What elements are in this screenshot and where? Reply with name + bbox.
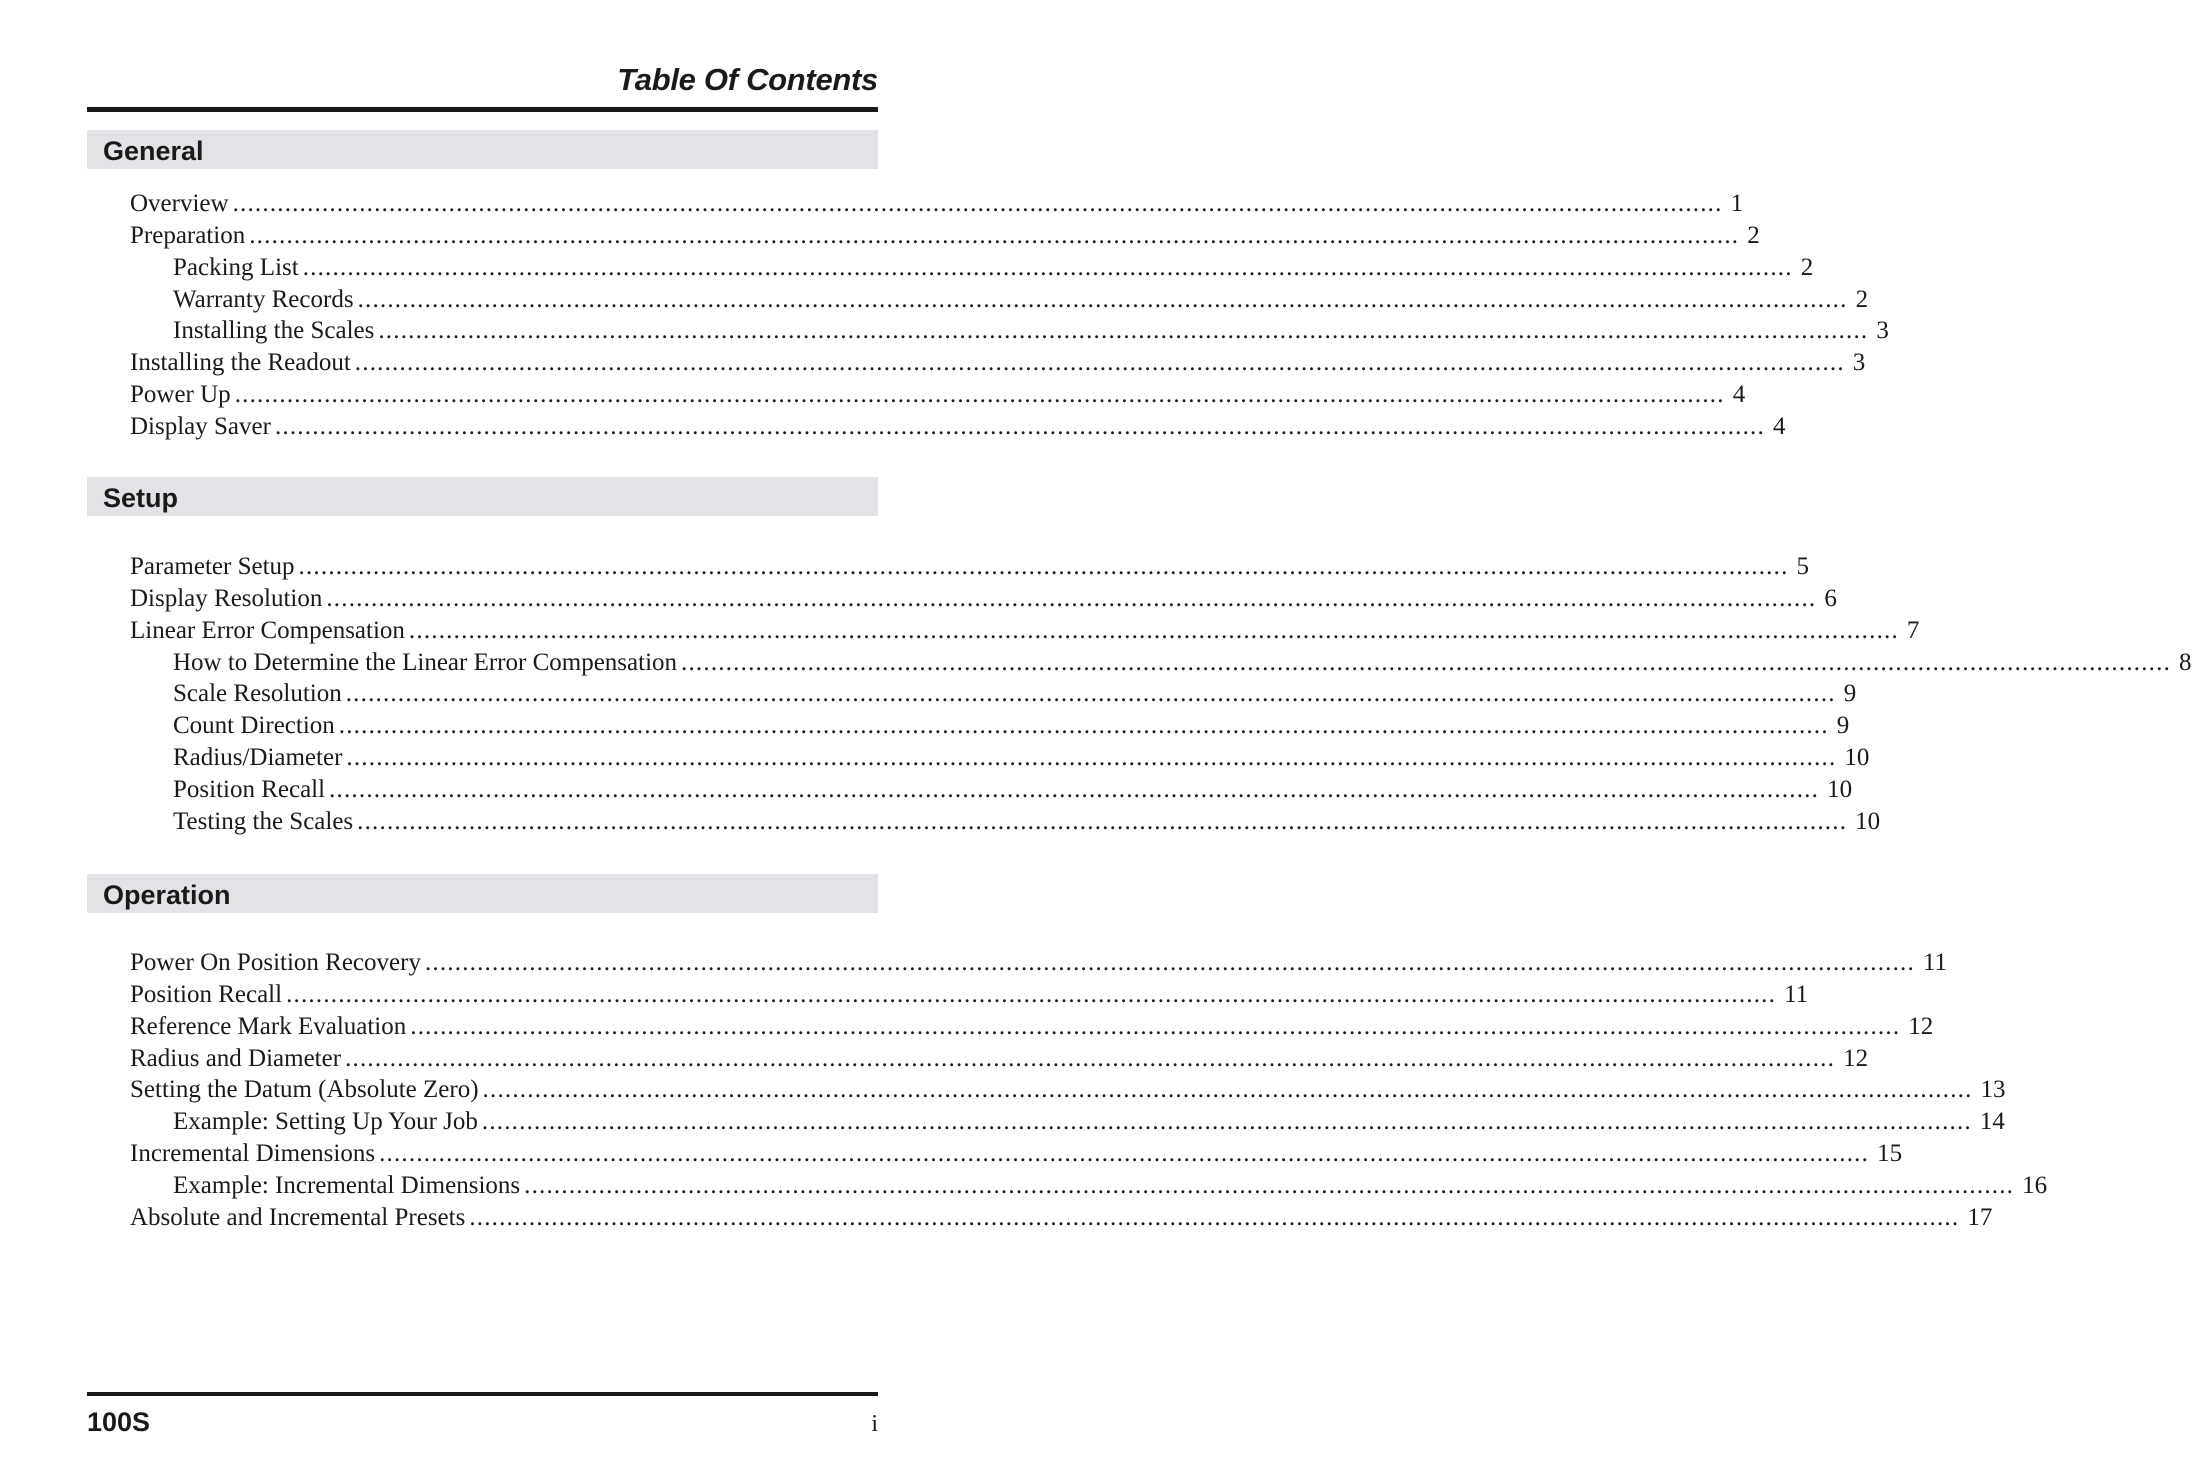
toc-entry-page-number: 3 xyxy=(1852,349,1866,377)
footer-rule xyxy=(87,1392,878,1396)
toc-entry xyxy=(130,252,1814,284)
toc-entry-label: Linear Error Compensation xyxy=(130,616,405,644)
toc-entry-label: Radius and Diameter xyxy=(130,1044,342,1072)
toc-entry xyxy=(130,583,1837,615)
dot-leader: ........................................................................................................................................................................................................ xyxy=(302,253,1793,281)
toc-entry-label: Power Up xyxy=(130,381,231,409)
toc-entry-page-number: 12 xyxy=(1843,1044,1869,1072)
dot-leader: ........................................................................................................................................................................................................ xyxy=(410,1012,1901,1040)
toc-entry xyxy=(130,647,2192,679)
toc-entry-page-number: 2 xyxy=(1855,285,1869,313)
toc-entry-label: Absolute and Incremental Presets xyxy=(130,1203,466,1231)
toc-entry-page-number: 9 xyxy=(1843,680,1857,708)
toc-entry-label: Parameter Setup xyxy=(130,553,295,580)
toc-entry xyxy=(130,615,1920,647)
toc-entry-page-number: 3 xyxy=(1876,317,1889,345)
toc-entry-page-number: 10 xyxy=(1827,775,1853,803)
dot-leader: ........................................................................................................................................................................................................ xyxy=(338,712,1829,740)
toc-entry-label: Power On Position Recovery xyxy=(130,949,421,976)
toc-entry-page-number: 16 xyxy=(2022,1171,2048,1199)
toc-entry xyxy=(130,551,1810,583)
toc-entry xyxy=(130,1138,1903,1170)
toc-entry xyxy=(130,379,1746,411)
toc-entry-page-number: 17 xyxy=(1967,1203,1993,1231)
toc-entry xyxy=(130,188,1744,220)
toc-entry-page-number: 12 xyxy=(1908,1012,1934,1040)
toc-list-setup xyxy=(130,551,2192,838)
toc-entry-label: Reference Mark Evaluation xyxy=(130,1012,407,1040)
toc-entry xyxy=(130,1106,2005,1138)
toc-entry-page-number: 11 xyxy=(1784,980,1809,1008)
toc-entry-label: How to Determine the Linear Error Compensation xyxy=(173,648,678,676)
footer-page-number: i xyxy=(871,1411,878,1437)
toc-entry xyxy=(130,284,1869,316)
toc-entry-page-number: 10 xyxy=(1855,807,1881,835)
dot-leader: ........................................................................................................................................................................................................ xyxy=(469,1203,1960,1231)
dot-leader: ........................................................................................................................................................................................................ xyxy=(345,1044,1836,1072)
toc-entry xyxy=(130,742,1870,774)
toc-entry-label: Position Recall xyxy=(173,775,326,803)
toc-entry-label: Display Resolution xyxy=(130,584,323,612)
dot-leader: ........................................................................................................................................................................................................ xyxy=(274,412,1765,440)
toc-entry xyxy=(130,979,1809,1011)
dot-leader: ........................................................................................................................................................................................................ xyxy=(354,349,1845,377)
dot-leader: ........................................................................................................................................................................................................ xyxy=(232,190,1723,217)
toc-list-operation xyxy=(130,947,2048,1234)
toc-entry-label: Scale Resolution xyxy=(173,680,342,708)
toc-entry-label: Count Direction xyxy=(173,712,335,740)
dot-leader: ........................................................................................................................................................................................................ xyxy=(357,807,1848,835)
toc-entry xyxy=(130,806,1881,838)
toc-entry-label: Preparation xyxy=(130,221,246,249)
toc-entry-page-number: 13 xyxy=(1980,1076,2006,1104)
toc-entry-label: Display Saver xyxy=(130,412,271,440)
toc-entry-page-number: 8 xyxy=(2179,648,2192,676)
toc-entry-page-number: 4 xyxy=(1772,412,1786,440)
dot-leader: ........................................................................................................................................................................................................ xyxy=(681,648,2172,676)
toc-entry xyxy=(130,1074,2006,1106)
dot-leader: ........................................................................................................................................................................................................ xyxy=(481,1108,1972,1136)
dot-leader: ........................................................................................................................................................................................................ xyxy=(357,285,1848,313)
dot-leader: ........................................................................................................................................................................................................ xyxy=(345,680,1836,708)
dot-leader: ........................................................................................................................................................................................................ xyxy=(524,1171,2015,1199)
header-rule xyxy=(87,107,878,112)
dot-leader: ........................................................................................................................................................................................................ xyxy=(329,775,1820,803)
toc-entry xyxy=(130,315,1889,347)
toc-entry-page-number: 10 xyxy=(1844,744,1870,772)
toc-entry-label: Incremental Dimensions xyxy=(130,1140,376,1168)
toc-entry-page-number: 9 xyxy=(1836,712,1850,740)
toc-entry-page-number: 6 xyxy=(1824,584,1837,612)
toc-entry-page-number: 2 xyxy=(1747,221,1760,249)
toc-entry-label: Packing List xyxy=(173,253,299,281)
toc-entry-label: Installing the Scales xyxy=(173,317,375,345)
footer-model-name: 100S xyxy=(87,1407,151,1437)
toc-entry xyxy=(130,774,1853,806)
dot-leader: ........................................................................................................................................................................................................ xyxy=(298,553,1789,580)
toc-entry xyxy=(130,1011,1934,1043)
toc-entry xyxy=(130,411,1786,443)
toc-entry-page-number: 1 xyxy=(1730,190,1744,217)
section-header-general: General xyxy=(87,130,878,169)
toc-entry-page-number: 14 xyxy=(1979,1108,2005,1136)
toc-entry xyxy=(130,1043,1869,1075)
dot-leader: ........................................................................................................................................................................................................ xyxy=(482,1076,1973,1104)
toc-entry xyxy=(130,220,1760,252)
toc-entry xyxy=(130,947,1948,979)
toc-entry xyxy=(130,1202,1993,1234)
toc-entry-label: Setting the Datum (Absolute Zero) xyxy=(130,1076,479,1104)
toc-entry-page-number: 7 xyxy=(1906,616,1920,644)
toc-entry-label: Warranty Records xyxy=(173,285,354,313)
toc-entry-label: Radius/Diameter xyxy=(173,744,343,772)
dot-leader: ........................................................................................................................................................................................................ xyxy=(249,221,1740,249)
toc-entry-page-number: 11 xyxy=(1922,949,1948,976)
dot-leader: ........................................................................................................................................................................................................ xyxy=(424,949,1915,976)
toc-entry-label: Testing the Scales xyxy=(173,807,354,835)
toc-entry-label: Example: Setting Up Your Job xyxy=(173,1108,478,1136)
toc-entry xyxy=(130,347,1866,379)
toc-entry-label: Overview xyxy=(130,190,229,217)
toc-entry-label: Example: Incremental Dimensions xyxy=(173,1171,521,1199)
dot-leader: ........................................................................................................................................................................................................ xyxy=(346,744,1837,772)
section-header-operation: Operation xyxy=(87,874,878,913)
toc-entry xyxy=(130,678,1857,710)
dot-leader: ........................................................................................................................................................................................................ xyxy=(378,317,1869,345)
dot-leader: ........................................................................................................................................................................................................ xyxy=(408,616,1899,644)
dot-leader: ........................................................................................................................................................................................................ xyxy=(379,1140,1870,1168)
toc-list-general xyxy=(130,188,1889,443)
dot-leader: ........................................................................................................................................................................................................ xyxy=(326,584,1817,612)
toc-entry-label: Position Recall xyxy=(130,980,283,1008)
page-title: Table Of Contents xyxy=(617,62,878,97)
dot-leader: ........................................................................................................................................................................................................ xyxy=(286,980,1777,1008)
dot-leader: ........................................................................................................................................................................................................ xyxy=(234,381,1725,409)
toc-entry-page-number: 5 xyxy=(1796,553,1810,580)
section-header-setup: Setup xyxy=(87,477,878,516)
toc-entry-page-number: 15 xyxy=(1877,1140,1903,1168)
toc-entry-page-number: 4 xyxy=(1732,381,1746,409)
toc-entry xyxy=(130,710,1850,742)
toc-entry xyxy=(130,1170,2048,1202)
toc-entry-page-number: 2 xyxy=(1800,253,1814,281)
toc-entry-label: Installing the Readout xyxy=(130,349,351,377)
